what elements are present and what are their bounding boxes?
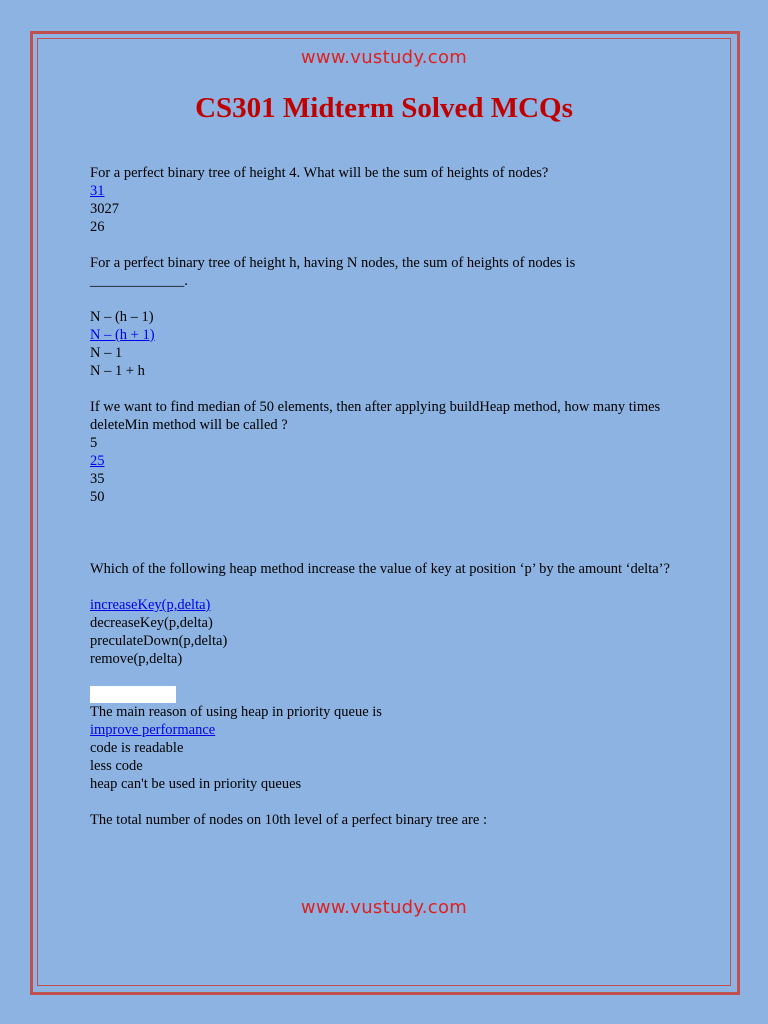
answer-option: 50 <box>90 489 105 505</box>
document-title: CS301 Midterm Solved MCQs <box>195 92 573 124</box>
question-text: For a perfect binary tree of height h, having N nodes, the sum of heights of nodes is _____________. <box>90 255 576 289</box>
answer-option: preculateDown(p,delta) <box>90 633 228 649</box>
answer-option: heap can't be used in priority queues <box>90 776 302 792</box>
question-text: For a perfect binary tree of height 4. What will be the sum of heights of nodes? <box>90 165 549 181</box>
question-text: If we want to find median of 50 elements, then after applying buildHeap method, how many times deleteMin method will be called ? <box>90 399 661 433</box>
correct-answer-option[interactable]: 25 <box>90 453 105 469</box>
header-site-url[interactable]: www.vustudy.com <box>300 47 468 68</box>
answer-option: N – 1 + h <box>90 363 145 379</box>
correct-answer-option[interactable]: increaseKey(p,delta) <box>90 597 211 613</box>
mcq-question-block <box>90 164 670 236</box>
question-text: Which of the following heap method increase the value of key at position ‘p’ by the amount ‘delta’? <box>90 561 670 577</box>
answer-option: N – (h – 1) <box>90 309 154 325</box>
question-text: The main reason of using heap in priority queue is <box>90 704 382 720</box>
answer-option: code is readable <box>90 740 184 756</box>
correct-answer-option[interactable]: N – (h + 1) <box>90 327 155 343</box>
answer-option: 3027 <box>90 201 119 217</box>
answer-option: less code <box>90 758 143 774</box>
footer-site-url[interactable]: www.vustudy.com <box>300 897 468 918</box>
mcq-question-block <box>90 811 670 829</box>
mcq-question-block <box>90 254 670 380</box>
mcq-question-block <box>90 686 670 793</box>
answer-option: 35 <box>90 471 105 487</box>
answer-option: N – 1 <box>90 345 123 361</box>
mcq-question-block <box>90 398 670 506</box>
correct-answer-option[interactable]: improve performance <box>90 722 216 738</box>
answer-option: 5 <box>90 435 98 451</box>
correct-answer-option[interactable]: 31 <box>90 183 105 199</box>
question-text: The total number of nodes on 10th level of a perfect binary tree are : <box>90 812 487 828</box>
answer-option: 26 <box>90 219 105 235</box>
answer-option: decreaseKey(p,delta) <box>90 615 213 631</box>
mcq-question-block <box>90 560 670 668</box>
mcq-list <box>90 164 670 829</box>
highlight-box <box>90 686 176 703</box>
answer-option: remove(p,delta) <box>90 651 183 667</box>
